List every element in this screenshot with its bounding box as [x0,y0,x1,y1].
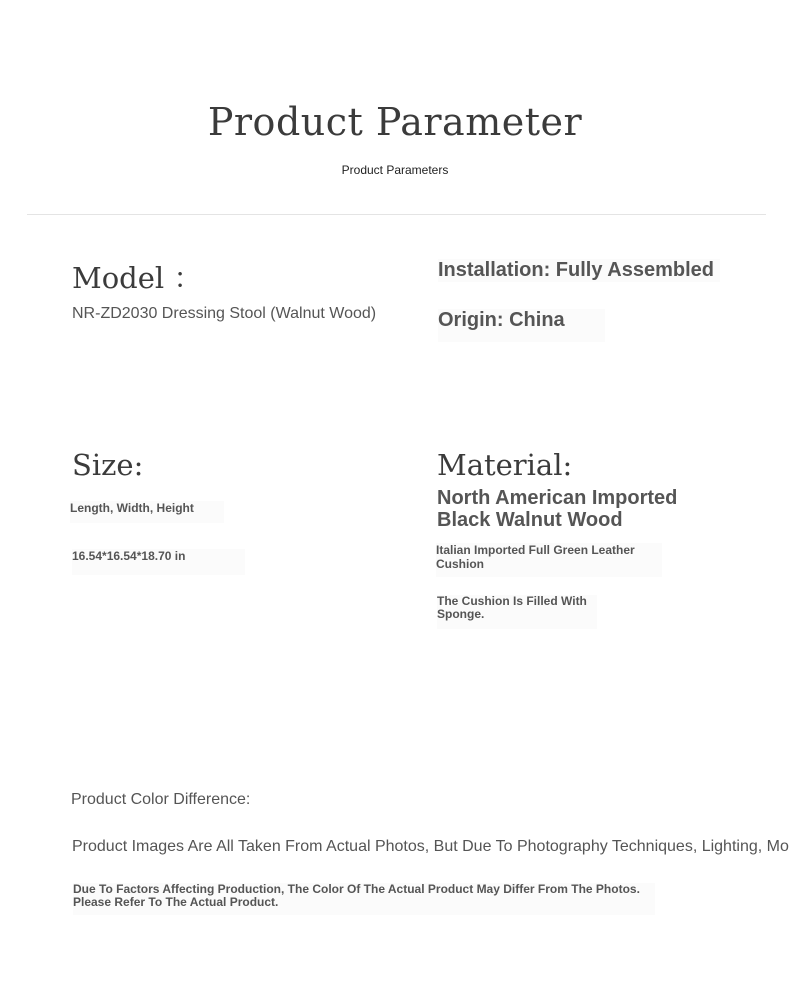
divider [27,214,766,215]
size-value: 16.54*16.54*18.70 in [72,549,245,575]
material-heading: Material: [437,448,573,482]
material-primary: North American Imported Black Walnut Wood [437,487,678,531]
page-title: Product Parameter [207,100,583,144]
size-label: Length, Width, Height [70,501,224,523]
material-filling: The Cushion Is Filled With Sponge. [437,595,597,629]
model-value: NR-ZD2030 Dressing Stool (Walnut Wood) [72,305,377,322]
installation-text: Installation: Fully Assembled [438,259,720,282]
origin-text: Origin: China [438,309,605,342]
size-heading: Size: [72,448,144,482]
model-heading: Model ： [72,261,203,295]
material-cushion: Italian Imported Full Green Leather Cushion [436,543,662,577]
notice-heading: Product Color Difference: [71,791,251,808]
page-subtitle: Product Parameters [341,163,449,177]
notice-line-2: Due To Factors Affecting Production, The Color Of The Actual Product May Differ From The Photos. Please Refer To The Actual Product. [73,883,655,915]
notice-line-1: Product Images Are All Taken From Actual Photos, But Due To Photography Techniques, Lighting, Mo [72,838,789,855]
